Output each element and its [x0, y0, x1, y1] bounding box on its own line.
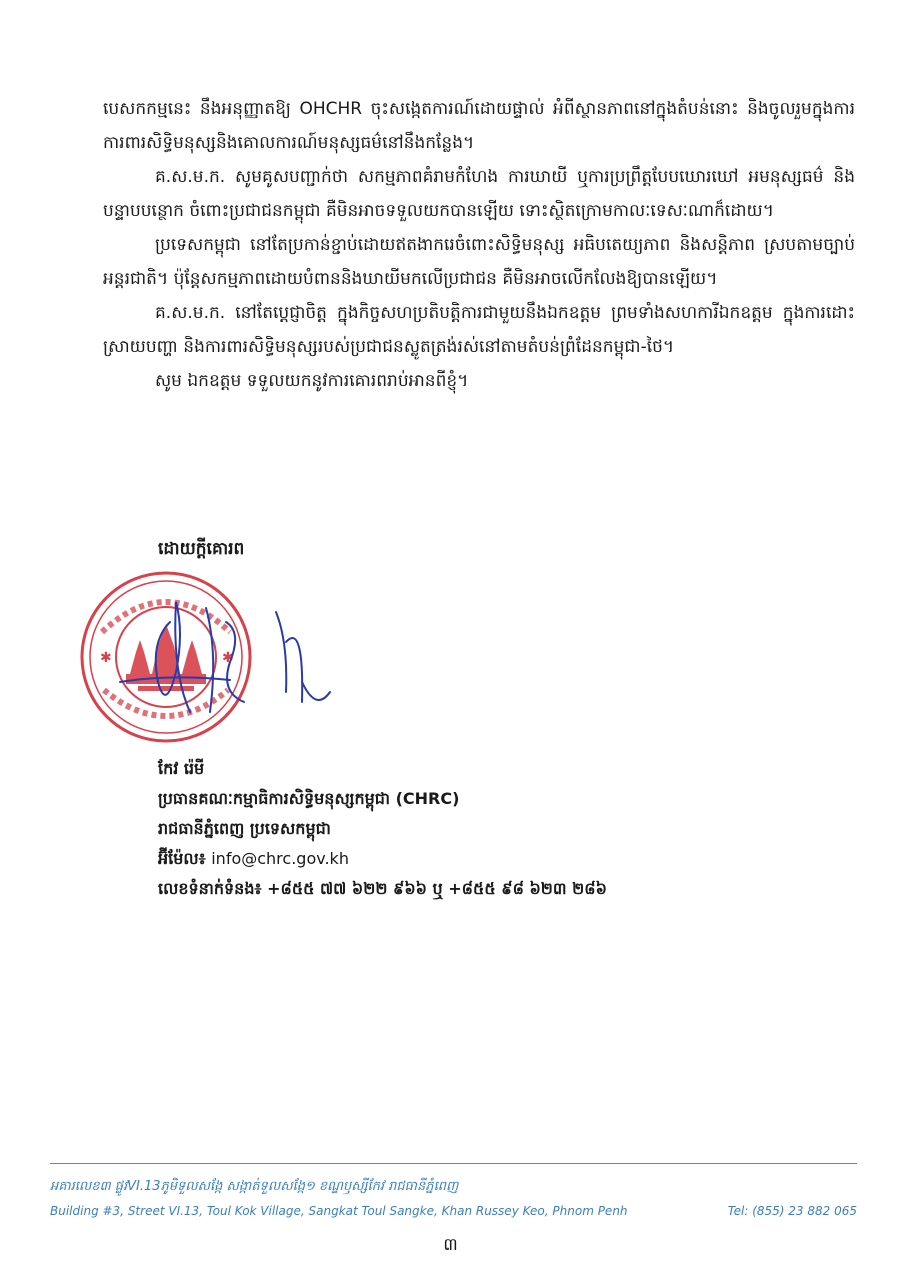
signer-location: រាជធានីភ្នំពេញ ប្រទេសកម្ពុជា: [158, 819, 331, 838]
svg-text:✱: ✱: [100, 650, 112, 666]
letter-body: [103, 92, 855, 398]
signer-name: កែវ រ៉េមី: [158, 759, 205, 778]
page-number: ៣: [443, 1235, 458, 1255]
official-seal-icon: [80, 562, 410, 752]
footer-address-english: Building #3, Street VI.13, Toul Kok Village, Sangkat Toul Sangke, Khan Russey Keo, Phnom Penh: [50, 1204, 628, 1218]
phone-label: លេខទំនាក់ទំនង៖: [158, 879, 262, 898]
closing-salutation: ដោយក្ដីគោរព: [158, 539, 245, 559]
signer-phone-row: [158, 874, 607, 904]
footer-divider: [50, 1163, 857, 1164]
signer-email-row: [158, 844, 607, 874]
signature-block: [80, 530, 500, 760]
email-label: អ៊ីម៉ែល៖: [158, 849, 206, 868]
svg-text:✱: ✱: [222, 650, 234, 666]
email-link[interactable]: info@chrc.gov.kh: [211, 849, 349, 868]
footer-telephone: Tel: (855) 23 882 065: [727, 1204, 857, 1218]
paragraph-2: គ.ស.ម.ក. សូមគូសបញ្ជាក់ថា សកម្មភាពគំរាមកំហែង ការឃាយី ឬការប្រព្រឹត្តបែបឃោរឃៅ អមនុស្សធម៌ និងបន្ទាបបន្ថោក ចំពោះប្រជាជនកម្ពុជា គឺមិនអាចទទួលយកបានឡើយ ទោះស្ថិតក្រោមកាលៈទេសៈណាក៏ដោយ។: [103, 167, 855, 221]
paragraph-4: គ.ស.ម.ក. នៅតែប្តេជ្ញាចិត្ត ក្នុងកិច្ចសហប្រតិបត្តិការជាមួយនឹងឯកឧត្តម ព្រមទាំងសហការីឯកឧត្តម ក្នុងការដោះស្រាយបញ្ហា និងការពារសិទ្ធិមនុស្សរបស់ប្រជាជនស្លូតត្រង់រស់នៅតាមតំបន់ព្រំដែនកម្ពុជា-ថៃ។: [103, 303, 855, 357]
phone-numbers: +៨៥៥ ៧៧ ៦២២ ៩៦៦ ឬ +៨៥៥ ៩៨ ៦២៣ ២៨៦: [267, 879, 607, 898]
signer-title: ប្រធានគណៈកម្មាធិការសិទ្ធិមនុស្សកម្ពុជា (CHRC): [158, 789, 460, 808]
signer-details: [158, 754, 607, 904]
paragraph-5: សូម ឯកឧត្តម ទទួលយកនូវការគោរពរាប់អានពីខ្ញុំ។: [155, 371, 469, 391]
footer-address-khmer: អគារលេខ៣ ផ្លូវVI.13ភូមិទួលសង្កែ សង្កាត់ទួលសង្កែ១ ខណ្ឌឫស្សីកែវ រាជធានីភ្នំពេញ: [50, 1179, 459, 1194]
paragraph-3: ប្រទេសកម្ពុជា នៅតែប្រកាន់ខ្ជាប់ដោយឥតងាករេចំពោះសិទ្ធិមនុស្ស អធិបតេយ្យភាព និងសន្តិភាព ស្របតាមច្បាប់អន្តរជាតិ។ ប៉ុន្តែសកម្មភាពដោយបំពាននិងឃាយីមកលើប្រជាជន គឺមិនអាចលើកលែងឱ្យបានឡើយ។: [103, 235, 855, 289]
paragraph-1: បេសកកម្មនេះ នឹងអនុញ្ញាតឱ្យ OHCHR ចុះសង្កេតការណ៍ដោយផ្ទាល់ អំពីស្ថានភាពនៅក្នុងតំបន់នោះ និងចូលរួមក្នុងការការពារសិទ្ធិមនុស្សនិងគោលការណ៍មនុស្សធម៌នៅនឹងកន្លែង។: [103, 99, 855, 153]
